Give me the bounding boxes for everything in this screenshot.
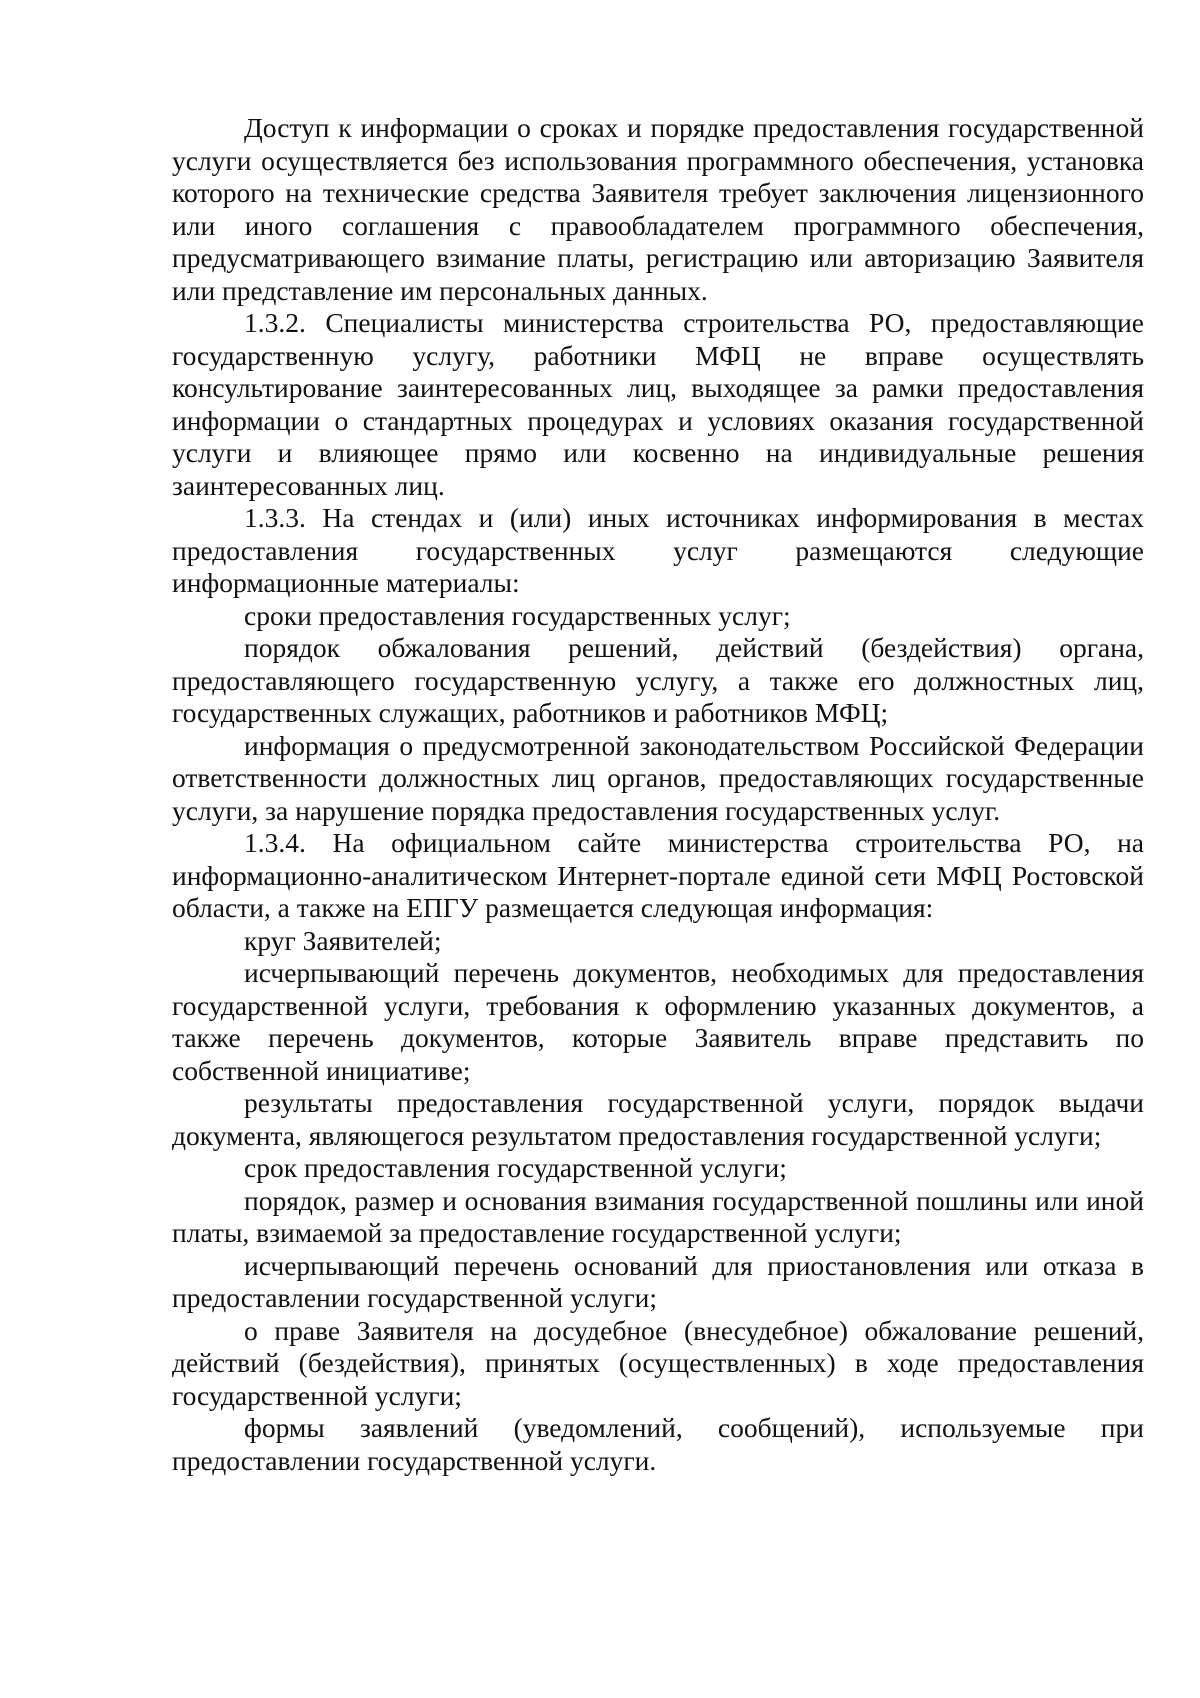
- list-item-service-results: результаты предоставления государственной услуги, порядок выдачи документа, являющегося результатом предоставления государственной услуги;: [172, 1087, 1144, 1151]
- list-item-service-term: срок предоставления государственной услуги;: [244, 1152, 787, 1183]
- list-item-appeal-procedure: порядок обжалования решений, действий (бездействия) органа, предоставляющего государственную услугу, а также его должностных лиц, государственных служащих, работников и работников МФЦ;: [172, 632, 1144, 728]
- list-item-applicants: круг Заявителей;: [244, 924, 442, 956]
- paragraph-1-3-2: 1.3.2. Специалисты министерства строительства РО, предоставляющие государственную услугу, работники МФЦ не вправе осуществлять консультирование заинтересованных лиц, выходящее за рамки предоставления информации о стандартных процедурах и условиях оказания государственной услуги и влияющее прямо или косвенно на индивидуальные решения заинтересованных лиц.: [172, 307, 1144, 501]
- document-page: [172, 112, 1144, 1477]
- list-item-application-forms: формы заявлений (уведомлений, сообщений), используемые при предоставлении государственной услуги.: [172, 1412, 1144, 1476]
- paragraph-access-info: Доступ к информации о сроках и порядке предоставления государственной услуги осуществляется без использования программного обеспечения, установка которого на технические средства Заявителя требует заключения лицензионного или иного соглашения с правообладателем программного обеспечения, предусматривающего взимание платы, регистрацию или авторизацию Заявителя или представление им персональных данных.: [172, 112, 1144, 306]
- list-item-documents-list: исчерпывающий перечень документов, необходимых для предоставления государственной услуги, требования к оформлению указанных документов, а также перечень документов, которые Заявитель вправе представить по собственной инициативе;: [172, 957, 1144, 1086]
- list-item-liability-info: информация о предусмотренной законодательством Российской Федерации ответственности должностных лиц органов, предоставляющих государственные услуги, за нарушение порядка предоставления государственных услуг.: [172, 729, 1144, 826]
- paragraph-1-3-4: 1.3.4. На официальном сайте министерства строительства РО, на информационно-аналитическом Интернет-портале единой сети МФЦ Ростовской области, а также на ЕПГУ размещается следующая информация:: [172, 827, 1144, 923]
- list-item-service-terms: сроки предоставления государственных услуг;: [244, 599, 791, 631]
- paragraph-1-3-3: 1.3.3. На стендах и (или) иных источниках информирования в местах предоставления государственных услуг размещаются следующие информационные материалы:: [172, 502, 1144, 598]
- list-item-refusal-grounds: исчерпывающий перечень оснований для приостановления или отказа в предоставлении государственной услуги;: [172, 1249, 1144, 1313]
- list-item-fees: порядок, размер и основания взимания государственной пошлины или иной платы, взимаемой за предоставление государственной услуги;: [172, 1184, 1144, 1248]
- list-item-appeal-right: о праве Заявителя на досудебное (внесудебное) обжалование решений, действий (бездействия), принятых (осуществленных) в ходе предоставления государственной услуги;: [172, 1314, 1144, 1411]
